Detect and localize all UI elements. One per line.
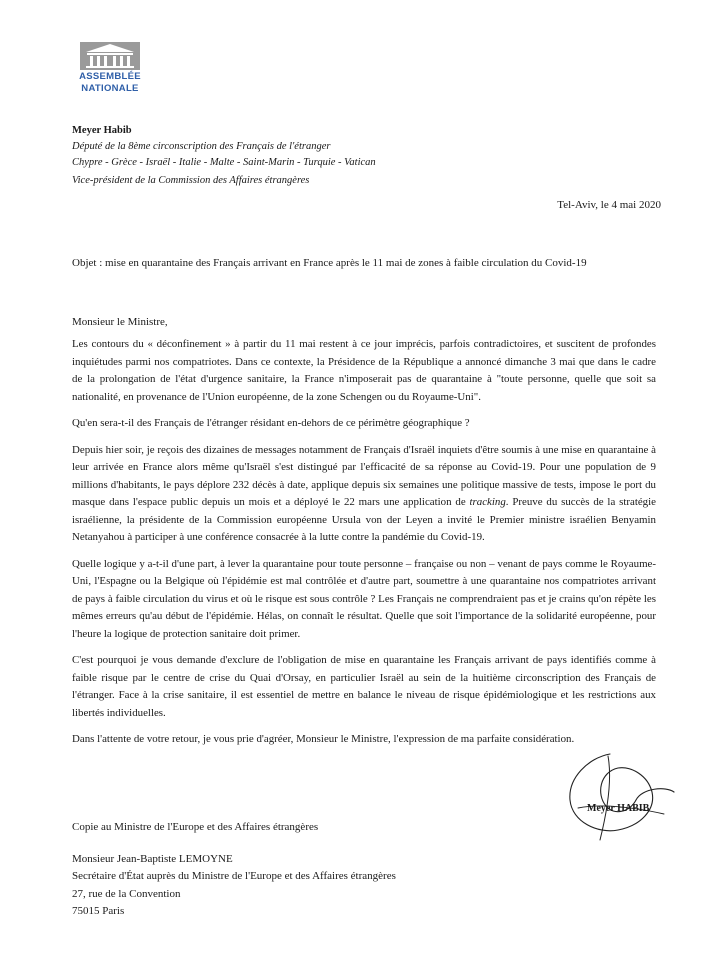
paragraph-6: Dans l'attente de votre retour, je vous prie d'agréer, Monsieur le Ministre, l'expression de ma parfaite considération. (72, 733, 575, 745)
recipient-city: 75015 Paris (72, 904, 125, 917)
paragraph-5: C'est pourquoi je vous demande d'exclure de l'obligation de mise en quarantaine les Français arrivant de pays identifiés comme à faible risque par le centre de crise du Quai d'Orsay, en particulier Israël au sein de la huitième circonscription des Français de l'étranger. Face à la crise sanitaire, il est essentiel de mettre en balance le niveau de risque épidémiologique et les restrictions aux libertés individuelles. (72, 654, 656, 719)
paragraph-3-italic: tracking (469, 496, 506, 508)
recipient-title: Secrétaire d'État auprès du Ministre de l'Europe et des Affaires étrangères (72, 870, 396, 883)
letter-body (72, 336, 656, 758)
paragraph-2: Qu'en sera-t-il des Français de l'étranger résidant en-dehors de ce périmètre géographique ? (72, 417, 470, 429)
sender-block (72, 123, 376, 189)
salutation: Monsieur le Ministre, (72, 316, 168, 328)
handwritten-signature (548, 748, 676, 844)
place-date: Tel-Aviv, le 4 mai 2020 (557, 199, 661, 211)
sender-role: Vice-président de la Commission des Affaires étrangères (72, 175, 310, 186)
sender-countries: Chypre - Grèce - Israël - Italie - Malte - Saint-Marin - Turquie - Vatican (72, 157, 376, 168)
paragraph-3-part-b: . Preuve du succès de la stratégie israélienne, la présidente de la Commission européenne Ursula von der Leyen a invité le Premier ministre israélien Benyamin Netanyahou à participer à une conférence consacrée à la lutte contre la pandémie du Covid-19. (72, 496, 656, 543)
copy-line: Copie au Ministre de l'Europe et des Affaires étrangères (72, 821, 319, 833)
hemicycle-icon (78, 42, 142, 70)
logo-text-line2: NATIONALE (81, 83, 139, 94)
logo-text-line1: ASSEMBLÉE (79, 71, 141, 82)
assemblee-nationale-logo (76, 42, 144, 94)
paragraph-3 (72, 442, 656, 547)
paragraph-1: Les contours du « déconfinement » à partir du 11 mai restent à ce jour imprécis, parfois contradictoires, et suscitent de profondes inquiétudes parmi nos compatriotes. Dans ce contexte, la Présidence de la République a annoncé dimanche 3 mai que dans le cadre de la prolongation de l'état d'urgence sanitaire, la France n'imposerait pas de quarantaine à "toute personne, quelle que soit sa nationalité, en provenance de l'Union européenne, de la zone Schengen ou du Royaume-Uni". (72, 338, 656, 403)
sender-name: Meyer Habib (72, 125, 132, 136)
recipient-name: Monsieur Jean-Baptiste LEMOYNE (72, 853, 233, 865)
signature-name: Meyer HABIB (587, 803, 650, 814)
sender-title: Député de la 8ème circonscription des Français de l'étranger (72, 141, 331, 152)
recipient-street: 27, rue de la Convention (72, 887, 181, 900)
paragraph-3-part-a: Depuis hier soir, je reçois des dizaines de messages notamment de Français d'Israël inquiets d'être soumis à une mise en quarantaine à leur arrivée en France alors même qu'Israël s'est distingué par l'efficacité de sa réponse au Covid-19. Pour une population de 9 millions d'habitants, le pays déplore 232 décès à date, applique depuis six semaines une politique massive de tests, impose le port du masque dans l'espace public depuis un mois et a déployé le 22 mars une application de (72, 443, 656, 508)
paragraph-4: Quelle logique y a-t-il d'une part, à lever la quarantaine pour toute personne – française ou non – venant de pays comme le Royaume-Uni, l'Espagne ou la Belgique où l'épidémie est mal contrôlée et d'autre part, soumettre à une quarantaine nos compatriotes arrivant de pays à faible circulation du virus et où le risque est sous contrôle ? Les Français ne comprendraient pas et je crains qu'on répète les mêmes erreurs qu'au début de l'épidémie. Hélas, on connaît le résultat. Quelle que soit l'importance de la solidarité européenne, pour l'heure la logique de protection sanitaire doit primer. (72, 557, 656, 640)
letter-subject: Objet : mise en quarantaine des Français arrivant en France après le 11 mai de zones à faible circulation du Covid-19 (72, 257, 587, 269)
recipient-address (72, 851, 396, 920)
